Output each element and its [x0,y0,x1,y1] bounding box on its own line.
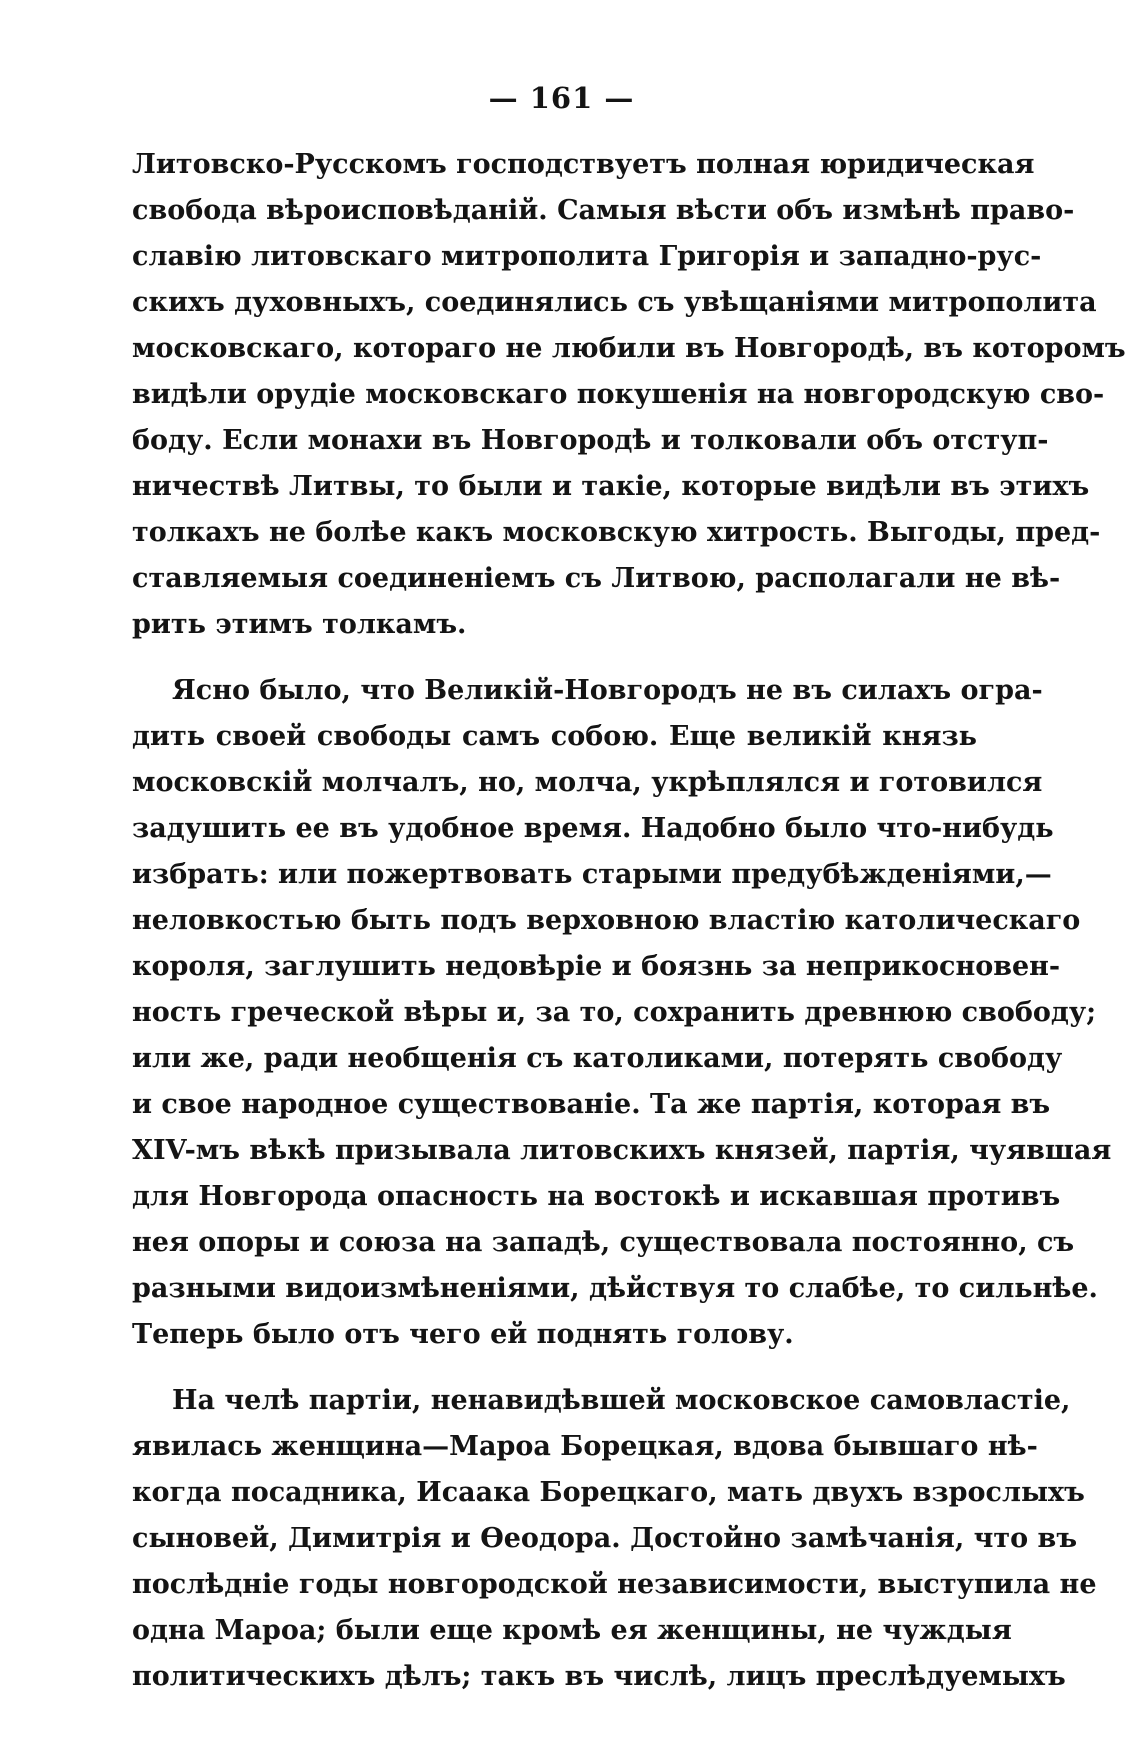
text-line: послѣдніе годы новгородской независимости, выступила не [132,1569,1097,1600]
text-line: избрать: или пожертвовать старыми предубѣжденіями,— [132,859,1052,890]
paragraph-1 [132,142,1126,648]
text-line: нея опоры и союза на западѣ, существовала постоянно, съ [132,1227,1075,1258]
text-line: когда посадника, Исаака Борецкаго, мать двухъ взрослыхъ [132,1477,1085,1508]
text-line: неловкостью быть подъ верховною властію католическаго [132,905,1081,936]
text-line: свобода вѣроисповѣданій. Самыя вѣсти объ измѣнѣ право- [132,195,1075,226]
text-line: На челѣ партіи, ненавидѣвшей московское самовластіе, [172,1385,1071,1416]
text-line: московскій молчалъ, но, молча, укрѣплялся и готовился [132,767,1043,798]
text-line: для Новгорода опасность на востокѣ и искавшая противъ [132,1181,1061,1212]
text-line: или же, ради необщенія съ католиками, потерять свободу [132,1043,1063,1074]
text-line: видѣли орудіе московскаго покушенія на новгородскую сво- [132,379,1105,410]
text-line: задушить ее въ удобное время. Надобно было что-нибудь [132,813,1054,844]
page-number: — 161 — [488,81,635,115]
paragraph-2 [132,668,1112,1358]
text-line: ставляемыя соединеніемъ съ Литвою, располагали не вѣ- [132,563,1061,594]
text-line: толкахъ не болѣе какъ московскую хитрость. Выгоды, пред- [132,517,1101,548]
paragraph-3 [132,1378,1097,1700]
text-line: разными видоизмѣненіями, дѣйствуя то слабѣе, то сильнѣе. [132,1273,1098,1304]
text-line: Ясно было, что Великій-Новгородъ не въ силахъ огра- [172,675,1043,706]
text-line: и свое народное существованіе. Та же партія, которая въ [132,1089,1051,1120]
text-line: московскаго, котораго не любили въ Новгородѣ, въ которомъ [132,333,1126,364]
text-line: скихъ духовныхъ, соединялись съ увѣщаніями митрополита [132,287,1097,318]
text-line: одна Мароа; были еще кромѣ ея женщины, не чуждыя [132,1615,1012,1646]
text-line: ность греческой вѣры и, за то, сохранить древнюю свободу; [132,997,1097,1028]
text-line: боду. Если монахи въ Новгородѣ и толковали объ отступ- [132,425,1049,456]
paragraph-gap [132,1358,977,1378]
text-line: XIV-мъ вѣкѣ призывала литовскихъ князей, партія, чуявшая [132,1135,1112,1166]
paragraph-gap [132,648,977,668]
text-line: политическихъ дѣлъ; такъ въ числѣ, лицъ преслѣдуемыхъ [132,1661,1066,1692]
text-line: сыновей, Димитрія и Ѳеодора. Достойно замѣчанія, что въ [132,1523,1078,1554]
text-line: Литовско-Русскомъ господствуетъ полная юридическая [132,149,1035,180]
text-line: ничествѣ Литвы, то были и такіе, которые видѣли въ этихъ [132,471,1090,502]
text-line: явилась женщина—Мароа Борецкая, вдова бывшаго нѣ- [132,1431,1038,1462]
text-line: славію литовскаго митрополита Григорія и западно-рус- [132,241,1042,272]
text-body [132,142,1126,1700]
text-line: рить этимъ толкамъ. [132,609,467,640]
text-line: Теперь было отъ чего ей поднять голову. [132,1319,794,1350]
text-line: дить своей свободы самъ собою. Еще великій князь [132,721,977,752]
text-line: короля, заглушить недовѣріе и боязнь за неприкосновен- [132,951,1061,982]
